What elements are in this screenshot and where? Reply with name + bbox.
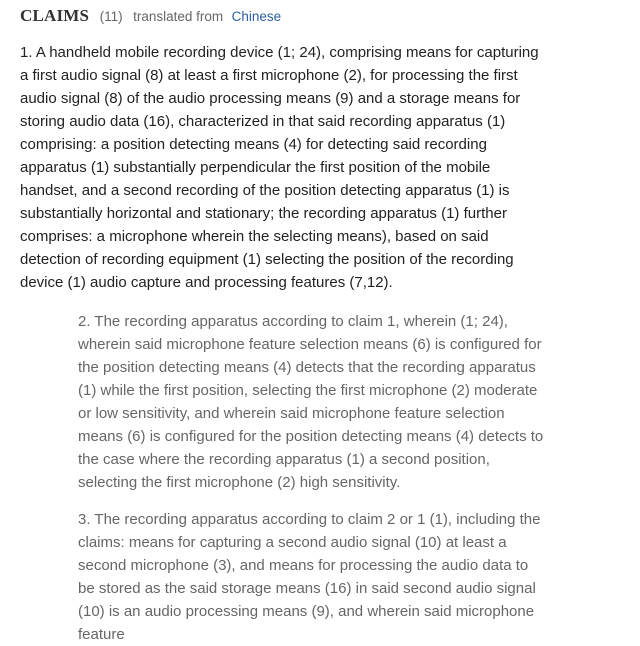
claims-title: CLAIMS: [20, 6, 90, 25]
claims-count: (11): [99, 9, 123, 24]
claim-1: 1. A handheld mobile recording device (1; 24), comprising means for capturing a first audio signal (8) at least a first microphone (2), for processing the first audio signal (8) of the audio processing means (9) and a storage means for storing audio data (16), characterized in that said recording apparatus (1) comprising: a position detecting means (4) for detecting said recording apparatus (1) substantially perpendicular the first position of the mobile handset, and a second recording of the position detecting apparatus (1) is substantially horizontal and stationary; the recording apparatus (1) further comprises: a microphone wherein the selecting means), based on said detection of recording equipment (1) selecting the position of the recording device (1) audio capture and processing features (7,12).: [20, 44, 539, 291]
translated-from-label: translated from: [133, 9, 224, 24]
claims-header: [20, 6, 281, 27]
claim-2: 2. The recording apparatus according to claim 1, wherein (1; 24), wherein said microphone feature selection means (6) is configured for the position detecting means (4) detects that the recording apparatus (1) while the first position, selecting the first microphone (2) moderate or low sensitivity, and wherein said microphone feature selection means (6) is configured for the position detecting means (4) detects to the case where the recording apparatus (1) a second position, selecting the first microphone (2) high sensitivity.: [78, 313, 544, 491]
source-language-link[interactable]: Chinese: [231, 9, 282, 24]
claim-3: 3. The recording apparatus according to claim 2 or 1 (1), including the claims: means for capturing a second audio signal (10) at least a second microphone (3), and means for processing the audio data to be stored as the said storage means (16) in said second audio signal (10) is an audio processing means (9), and wherein said microphone feature: [78, 511, 541, 643]
